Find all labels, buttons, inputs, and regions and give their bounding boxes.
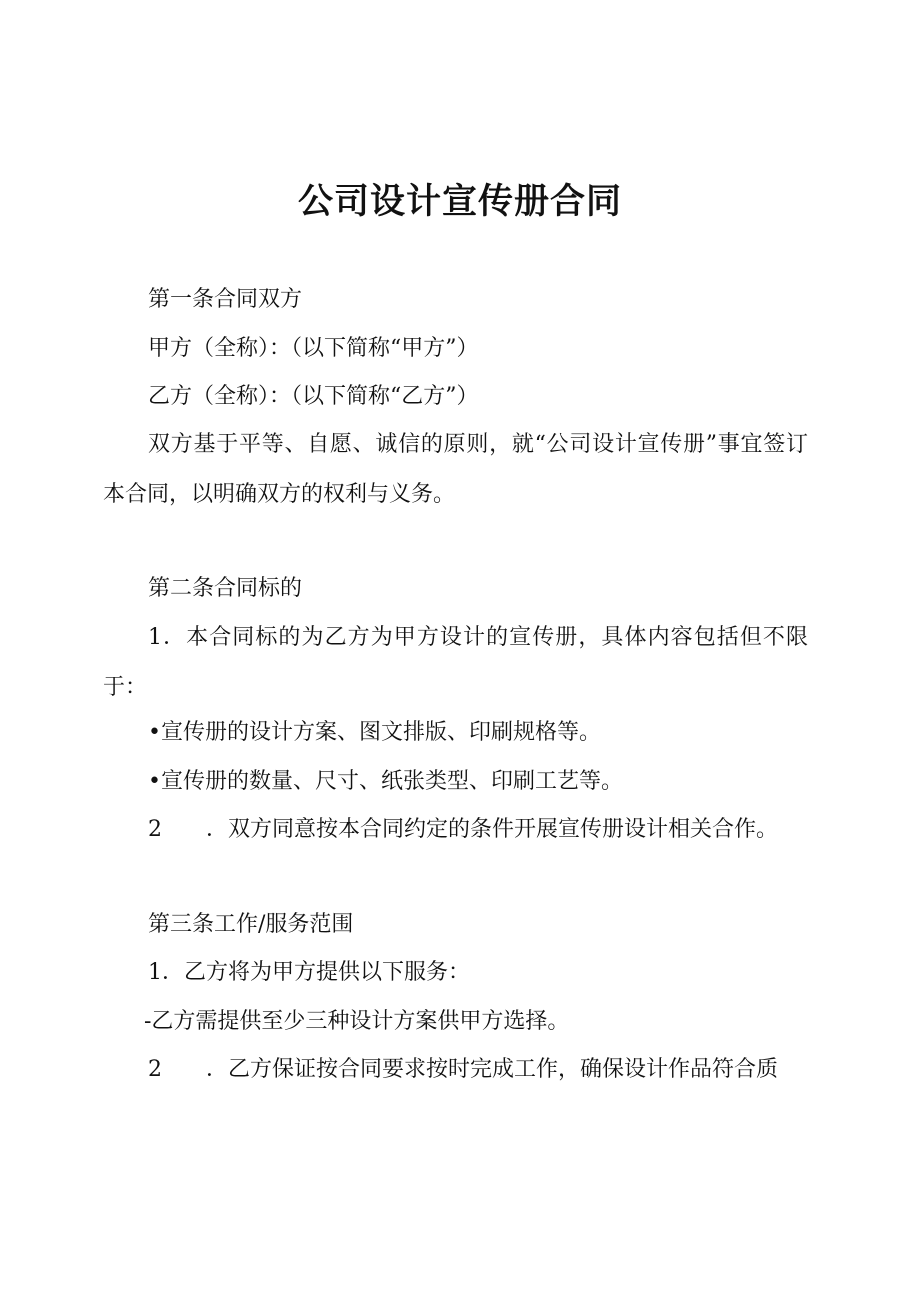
party-a-line: 甲方（全称）：（以下简称“甲方”） [148,336,479,361]
section-3-item-2-text: ．乙方保证按合同要求按时完成工作，确保设计作品符合质 [206,1057,779,1082]
section-3-item-2 [148,1055,778,1085]
section-2-item-2-number: 2 [148,817,162,842]
section-1-heading: 第一条合同双方 [148,287,303,312]
section-2-item-2 [148,815,778,845]
section-2-item-2-text: ．双方同意按本合同约定的条件开展宣传册设计相关合作。 [206,817,779,842]
section-3-item-1: 1．乙方将为甲方提供以下服务： [148,960,470,985]
section-3-item-2-number: 2 [148,1057,162,1082]
section-3-dash-1: -乙方需提供至少三种设计方案供甲方选择。 [144,1009,570,1034]
section-3-heading: 第三条工作/服务范围 [148,912,354,937]
section-1-paragraph: 双方基于平等、自愿、诚信的原则，就“公司设计宣传册”事宜签订本合同，以明确双方的权利与义务。 [103,432,808,507]
section-2-item-1: 1．本合同标的为乙方为甲方设计的宣传册，具体内容包括但不限于： [103,625,808,700]
party-b-line: 乙方（全称）：（以下简称“乙方”） [148,384,479,409]
section-2-bullet-1: •宣传册的设计方案、图文排版、印刷规格等。 [148,720,601,745]
section-2-bullet-2: •宣传册的数量、尺寸、纸张类型、印刷工艺等。 [148,769,623,794]
section-2-heading: 第二条合同标的 [148,576,303,601]
document-title: 公司设计宣传册合同 [297,182,622,222]
